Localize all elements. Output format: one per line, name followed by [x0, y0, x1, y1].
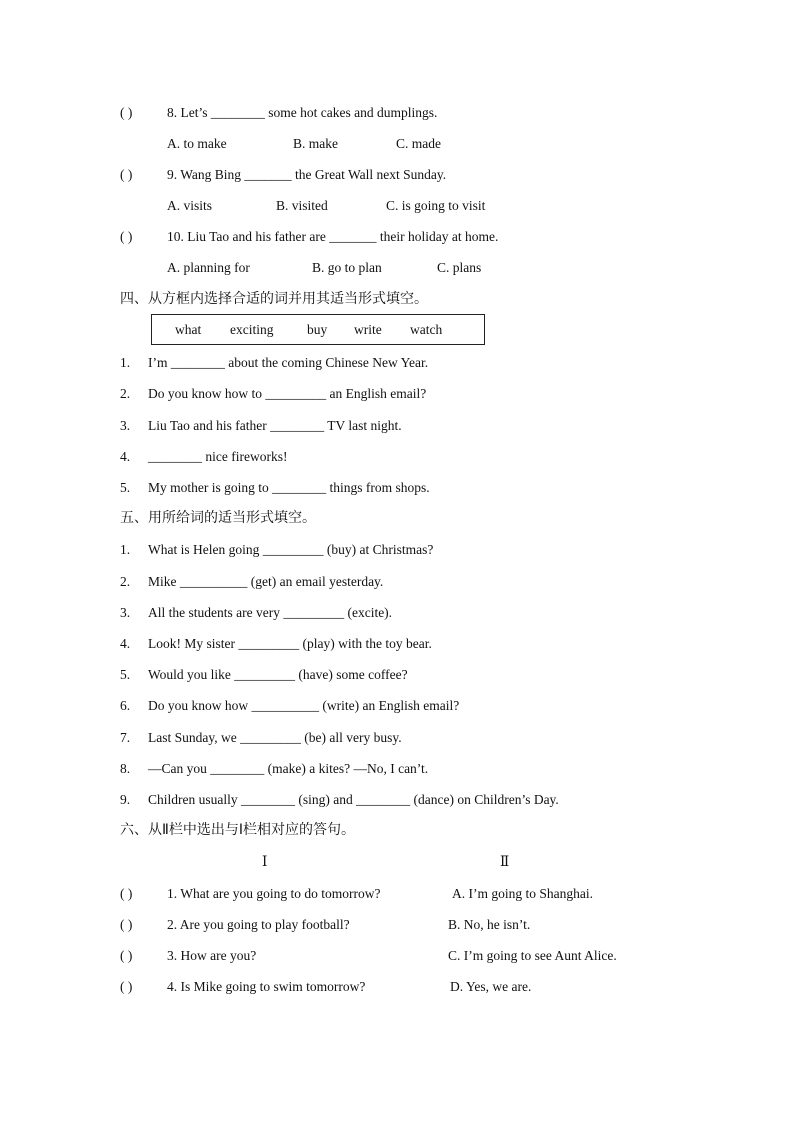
answer-paren[interactable]: ( ) [120, 979, 133, 994]
item-number: 1. [120, 542, 131, 557]
item-text[interactable]: What is Helen going _________ (buy) at Christmas? [148, 542, 434, 557]
answer-text: D. Yes, we are. [450, 979, 532, 994]
option-a: A. visits [167, 198, 213, 213]
option-c: C. plans [437, 260, 482, 275]
item-text[interactable]: Liu Tao and his father ________ TV last night. [148, 418, 402, 433]
item-number: 4. [120, 636, 131, 651]
item-text[interactable]: Last Sunday, we _________ (be) all very busy. [148, 730, 402, 745]
item-number: 8. [120, 761, 131, 776]
item-text[interactable]: —Can you ________ (make) a kites? —No, I can’t. [148, 761, 429, 776]
item-number: 7. [120, 730, 131, 745]
item-text[interactable]: I’m ________ about the coming Chinese New Year. [148, 355, 429, 370]
column-1-header: Ⅰ [262, 854, 268, 869]
answer-paren[interactable]: ( ) [120, 917, 133, 932]
item-text[interactable]: Children usually ________ (sing) and ________ (dance) on Children’s Day. [148, 792, 559, 807]
option-a: A. planning for [167, 260, 250, 275]
section-title: 六、从Ⅱ栏中选出与Ⅰ栏相对应的答句。 [120, 822, 356, 838]
word-option: exciting [230, 322, 274, 337]
answer-paren[interactable]: ( ) [120, 167, 133, 182]
item-number: 6. [120, 698, 131, 713]
item-number: 5. [120, 480, 131, 495]
question-text: 3. How are you? [167, 948, 257, 963]
answer-paren[interactable]: ( ) [120, 105, 133, 120]
question-text: 9. Wang Bing _______ the Great Wall next Sunday. [167, 167, 447, 182]
item-text[interactable]: Look! My sister _________ (play) with the toy bear. [148, 636, 432, 651]
word-option: watch [410, 322, 443, 337]
question-text: 4. Is Mike going to swim tomorrow? [167, 979, 366, 994]
option-b: B. visited [276, 198, 328, 213]
item-number: 1. [120, 355, 131, 370]
answer-paren[interactable]: ( ) [120, 886, 133, 901]
item-text[interactable]: All the students are very _________ (excite). [148, 605, 393, 620]
item-text[interactable]: Do you know how __________ (write) an English email? [148, 698, 460, 713]
answer-text: B. No, he isn’t. [448, 917, 531, 932]
item-number: 2. [120, 386, 131, 401]
item-text[interactable]: Do you know how to _________ an English email? [148, 386, 427, 401]
option-b: B. make [293, 136, 338, 151]
option-c: C. is going to visit [386, 198, 486, 213]
item-number: 2. [120, 574, 131, 589]
option-c: C. made [396, 136, 441, 151]
answer-paren[interactable]: ( ) [120, 229, 133, 244]
column-2-header: Ⅱ [500, 854, 510, 869]
question-text: 8. Let’s ________ some hot cakes and dumplings. [167, 105, 438, 120]
item-text[interactable]: Would you like _________ (have) some coffee? [148, 667, 408, 682]
item-text[interactable]: Mike __________ (get) an email yesterday. [148, 574, 384, 589]
item-text[interactable]: My mother is going to ________ things from shops. [148, 480, 430, 495]
item-number: 4. [120, 449, 131, 464]
item-number: 5. [120, 667, 131, 682]
word-option: write [354, 322, 382, 337]
word-option: buy [307, 322, 328, 337]
item-number: 3. [120, 605, 131, 620]
option-b: B. go to plan [312, 260, 382, 275]
item-number: 3. [120, 418, 131, 433]
section-title: 五、用所给词的适当形式填空。 [120, 510, 316, 526]
question-text: 1. What are you going to do tomorrow? [167, 886, 381, 901]
word-option: what [175, 322, 202, 337]
item-number: 9. [120, 792, 131, 807]
answer-paren[interactable]: ( ) [120, 948, 133, 963]
question-text: 10. Liu Tao and his father are _______ their holiday at home. [167, 229, 499, 244]
word-box [151, 314, 485, 345]
option-a: A. to make [167, 136, 227, 151]
question-text: 2. Are you going to play football? [167, 917, 350, 932]
item-text[interactable]: ________ nice fireworks! [148, 449, 288, 464]
answer-text: C. I’m going to see Aunt Alice. [448, 948, 617, 963]
answer-text: A. I’m going to Shanghai. [452, 886, 593, 901]
section-title: 四、从方框内选择合适的词并用其适当形式填空。 [120, 291, 428, 307]
